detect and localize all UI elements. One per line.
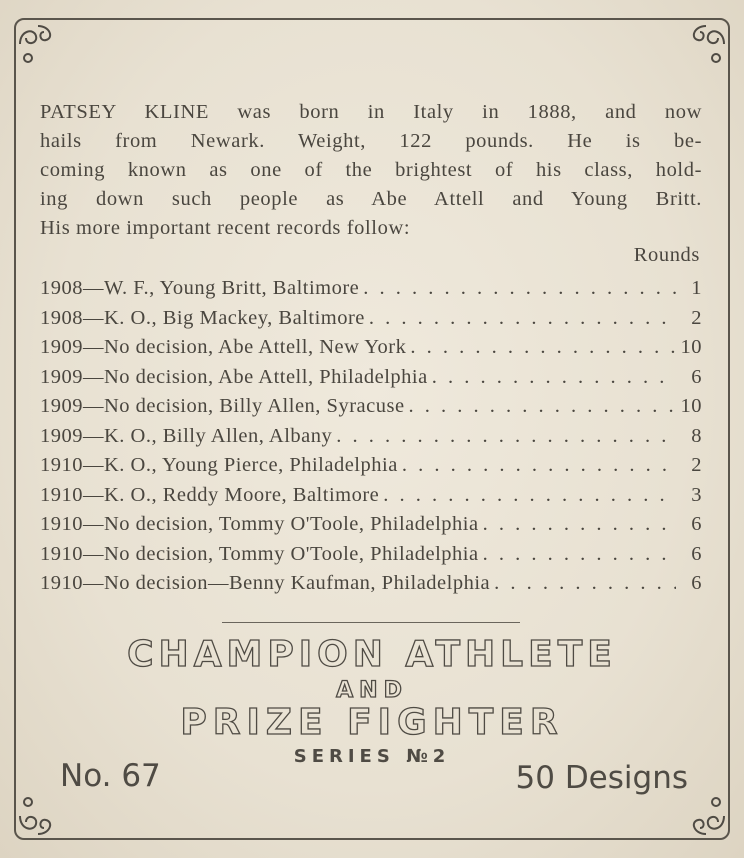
record-row — [40, 274, 702, 304]
leader-dots — [409, 392, 676, 422]
record-text: 1909—No decision, Abe Attell, Philadelphia — [40, 365, 428, 388]
leader-dots — [402, 451, 676, 481]
record-row — [40, 451, 702, 481]
record-rounds: 10 — [680, 395, 702, 417]
record-rounds: 6 — [691, 513, 702, 535]
biography-paragraph — [40, 98, 702, 243]
record-rounds: 2 — [691, 306, 702, 329]
record-text: 1908—W. F., Young Britt, Baltimore — [40, 277, 360, 299]
bio-line: hails from Newark. Weight, 122 pounds. He is be- — [40, 130, 702, 152]
record-row — [40, 481, 702, 511]
bio-line: His more important recent records follow: — [40, 217, 411, 239]
leader-dots — [410, 333, 676, 363]
divider-rule — [222, 622, 520, 623]
record-text: 1910—No decision, Tommy O'Toole, Philadelphia — [40, 542, 479, 565]
leader-dots — [383, 481, 676, 511]
record-row — [40, 304, 702, 334]
record-text: 1909—K. O., Billy Allen, Albany — [40, 424, 333, 447]
bio-line: coming known as one of the brightest of his class, hold- — [40, 159, 702, 181]
records-list — [40, 274, 702, 599]
leader-dots — [369, 304, 676, 334]
record-rounds: 3 — [691, 483, 702, 506]
series-title-line3: PRIZE FIGHTER — [180, 702, 564, 743]
record-text: 1910—No decision—Benny Kaufman, Philadelphia — [40, 572, 491, 594]
designs-count: 50 Designs — [515, 760, 688, 796]
record-text: 1909—No decision, Billy Allen, Syracuse — [40, 395, 405, 417]
record-row — [40, 392, 702, 422]
leader-dots — [432, 363, 676, 393]
leader-dots — [483, 510, 676, 540]
leader-dots — [494, 569, 676, 599]
record-text: 1910—K. O., Reddy Moore, Baltimore — [40, 483, 380, 506]
series-title-line1: CHAMPION ATHLETE — [127, 634, 617, 675]
record-rounds: 8 — [691, 424, 702, 447]
record-rounds: 10 — [680, 336, 702, 358]
record-row — [40, 363, 702, 393]
record-row — [40, 540, 702, 570]
corner-flourish-icon — [684, 794, 730, 840]
record-rounds: 6 — [691, 542, 702, 565]
series-number-label: SERIES №2 — [293, 746, 451, 767]
record-text: 1910—No decision, Tommy O'Toole, Philadelphia — [40, 513, 479, 535]
leader-dots — [483, 540, 676, 570]
leader-dots — [363, 274, 676, 304]
corner-flourish-icon — [684, 20, 730, 66]
series-title-line2: AND — [336, 678, 408, 703]
corner-flourish-icon — [14, 20, 60, 66]
record-row — [40, 569, 702, 599]
record-text: 1909—No decision, Abe Attell, New York — [40, 336, 407, 358]
bio-line: PATSEY KLINE was born in Italy in 1888, and now — [40, 101, 702, 123]
record-row — [40, 333, 702, 363]
bio-line: ing down such people as Abe Attell and Young Britt. — [40, 188, 702, 210]
record-text: 1908—K. O., Big Mackey, Baltimore — [40, 306, 365, 329]
corner-flourish-icon — [14, 794, 60, 840]
record-rounds: 6 — [691, 365, 702, 388]
card-number: No. 67 — [60, 758, 161, 794]
record-rounds: 2 — [691, 454, 702, 476]
rounds-header: Rounds — [633, 244, 700, 266]
record-row — [40, 510, 702, 540]
leader-dots — [336, 422, 676, 452]
record-rounds: 6 — [691, 572, 702, 594]
record-rounds: 1 — [691, 277, 702, 299]
record-row — [40, 422, 702, 452]
record-text: 1910—K. O., Young Pierce, Philadelphia — [40, 454, 398, 476]
